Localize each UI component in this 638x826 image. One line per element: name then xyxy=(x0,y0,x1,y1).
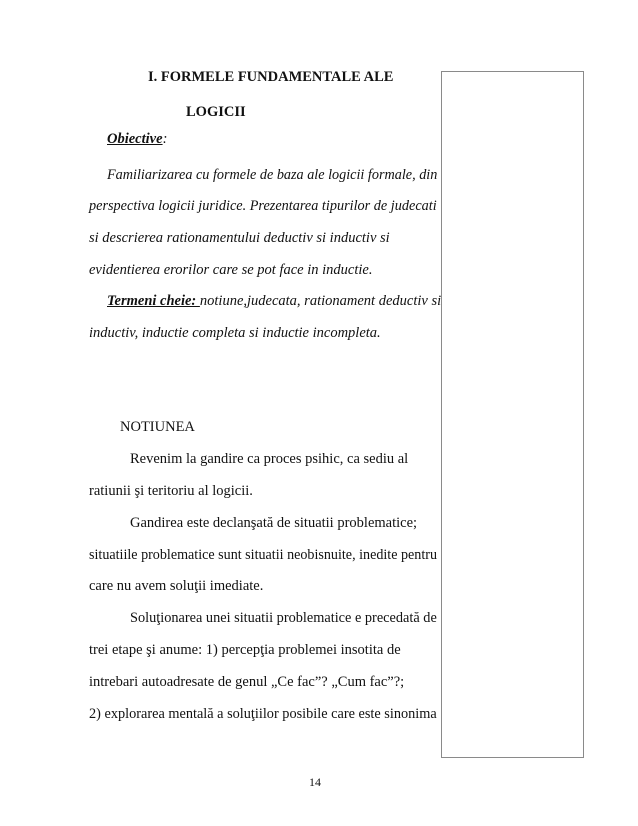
paragraph-1-line-2: ratiunii şi teritoriu al logicii. xyxy=(89,483,253,499)
objectives-colon: : xyxy=(162,131,168,147)
paragraph-3-line-3: intrebari autoadresate de genul „Ce fac”? „Cum fac”?; xyxy=(89,674,405,690)
chapter-heading-line-1: I. FORMELE FUNDAMENTALE ALE xyxy=(148,69,394,85)
paragraph-2-line-1: Gandirea este declanşată de situatii problematice; xyxy=(130,515,418,531)
objectives-line-2: perspectiva logicii juridice. Prezentarea tipurilor de judecati xyxy=(89,198,437,214)
objectives-line-4: evidentierea erorilor care se pot face in inductie. xyxy=(89,262,373,278)
keywords-label: Termeni cheie: xyxy=(107,293,200,309)
section-title: NOTIUNEA xyxy=(120,419,195,435)
paragraph-2-line-3: care nu avem soluţii imediate. xyxy=(89,578,264,594)
page-number: 14 xyxy=(309,775,321,789)
paragraph-1-line-1: Revenim la gandire ca proces psihic, ca sediu al xyxy=(130,451,409,467)
keywords-line-1 xyxy=(107,292,441,310)
keywords-line-2: inductiv, inductie completa si inductie incompleta. xyxy=(89,325,381,341)
keywords-text: notiune,judecata, rationament deductiv si xyxy=(199,293,442,309)
paragraph-3-line-1: Soluţionarea unei situatii problematice e precedată de xyxy=(130,610,437,626)
margin-notes-box xyxy=(441,71,584,758)
objectives-line-1: Familiarizarea cu formele de baza ale logicii formale, din xyxy=(107,167,438,183)
paragraph-3-line-4: 2) explorarea mentală a soluţiilor posibile care este sinonima xyxy=(89,706,437,722)
objectives-line-3: si descrierea rationamentului deductiv si inductiv si xyxy=(89,230,390,246)
paragraph-2-line-2: situatiile problematice sunt situatii neobisnuite, inedite pentru xyxy=(89,547,438,563)
paragraph-3-line-2: trei etape şi anume: 1) percepţia problemei insotita de xyxy=(89,642,401,658)
chapter-heading-line-2: LOGICII xyxy=(186,104,246,120)
objectives-label: Obiective xyxy=(107,131,163,147)
objectives-heading xyxy=(107,130,167,148)
